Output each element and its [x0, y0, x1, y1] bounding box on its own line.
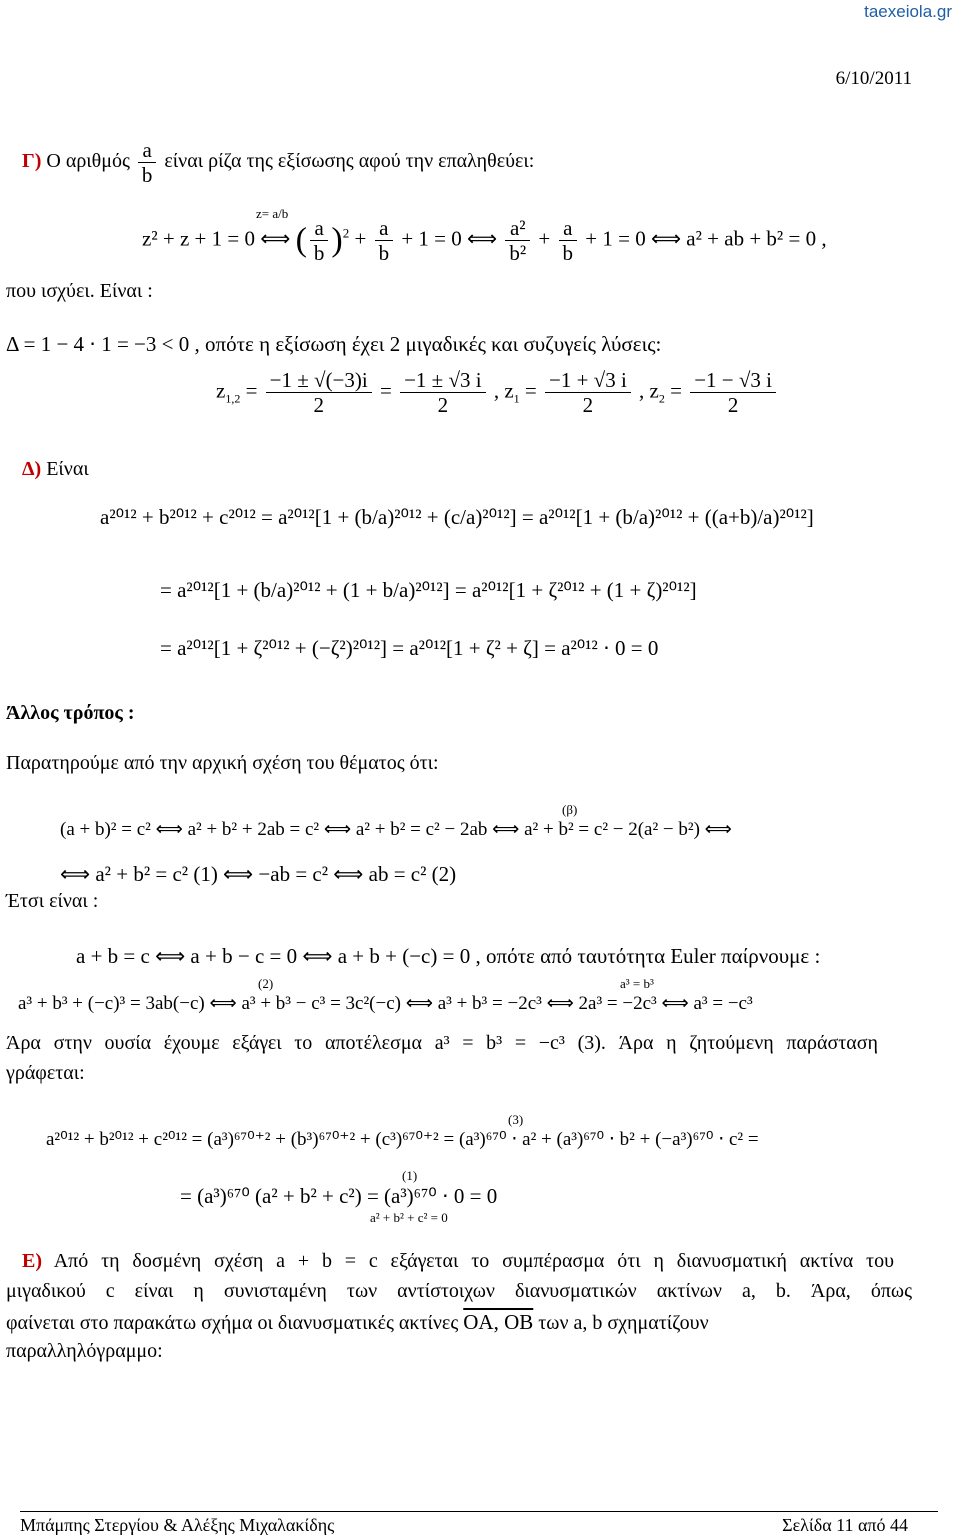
alt-eq4: a³ + b³ + (−c)³ = 3ab(−c) ⟺ a³ + b³ − c³ = 3c²(−c) ⟺ a³ + b³ = −2c³ ⟺ 2a³ = −2c³ ⟺ a³ = −c³ — [18, 993, 753, 1014]
frac-den: b — [141, 163, 153, 188]
vector-oa-ob: OA, OB — [463, 1310, 534, 1334]
mark-2: (2) — [258, 976, 274, 991]
frac-num: a — [138, 138, 157, 163]
mark-3: (3) — [508, 1112, 524, 1127]
where-text: που ισχύει. Είναι : — [6, 280, 153, 302]
mark-beta: (β) — [562, 802, 578, 817]
eq-part1: z² + z + 1 = 0 ⟺ — [142, 226, 291, 251]
section-e-label: Ε) — [22, 1250, 42, 1272]
section-g-intro — [22, 138, 534, 187]
conclusion-text: Άρα στην ουσία έχουμε εξάγει το αποτέλεσμα a³ = b³ = −c³ (3). Άρα η ζητούμενη παράσταση — [6, 1032, 878, 1054]
frac-root-2: $\frac{-1 \pm √3 i}{2}$ — [400, 368, 485, 417]
footer-divider — [20, 1511, 938, 1512]
substitution-label: z= a/b — [256, 206, 289, 221]
alt-eq6: = (a³)⁶⁷⁰ (a² + b² + c²) = (a³)⁶⁷⁰ ⋅ 0 = 0 — [180, 1184, 498, 1208]
frac-a-b-1: $\frac{a}{b}$ — [310, 216, 329, 265]
alt-eq3: a + b = c ⟺ a + b − c = 0 ⟺ a + b + (−c) = 0 , οπότε από ταυτότητα Euler παίρνουμε : — [76, 944, 821, 968]
section-g-text2: είναι ρίζα της εξίσωσης αφού την επαληθεύει: — [164, 150, 535, 173]
alt-eq1: (a + b)² = c² ⟺ a² + b² + 2ab = c² ⟺ a² + b² = c² − 2ab ⟺ a² + b² = c² − 2(a² − b²) ⟺ — [60, 819, 732, 840]
alt-eq2: ⟺ a² + b² = c² (1) ⟺ −ab = c² ⟺ ab = c² (2) — [60, 862, 457, 886]
section-e-line4: παραλληλόγραμμο: — [6, 1340, 163, 1362]
frac-a-b-2: $\frac{a}{b}$ — [375, 216, 394, 265]
section-d-line1: a²⁰¹² + b²⁰¹² + c²⁰¹² = a²⁰¹²[1 + (b/a)²⁰¹² + (c/a)²⁰¹²] = a²⁰¹²[1 + (b/a)²⁰¹² + ((a+b)/a)²⁰¹²] — [100, 505, 814, 529]
footer-page: Σελίδα 11 από 44 — [782, 1515, 908, 1535]
eq-part2: ⟺ a² + ab + b² = 0 , — [650, 226, 827, 251]
site-link[interactable]: taexeiola.gr — [864, 2, 952, 21]
frac-a2-b2: $\frac{\text{a²}}{\text{b²}}$ — [505, 216, 530, 265]
roots-equation: $z_{1,2}$ = $\frac{-1 \pm √(-3)i}{2}$ = $\frac{-1 \pm √3 i}{2}$ , $z_1$ = $\frac{-1 + √3 i}{2}$ , $z_2$ = $\frac{-1 - √3 i}{2}$ — [216, 368, 779, 417]
section-d-line3: = a²⁰¹²[1 + ζ²⁰¹² + (−ζ²)²⁰¹²] = a²⁰¹²[1 + ζ² + ζ] = a²⁰¹² ⋅ 0 = 0 — [160, 636, 659, 660]
footer-authors: Μπάμπης Στεργίου & Αλέξης Μιχαλακίδης — [20, 1515, 335, 1535]
mark-a3-b3: a³ = b³ — [620, 976, 654, 991]
etsi-text: Έτσι είναι : — [6, 890, 99, 912]
alt-intro: Παρατηρούμε από την αρχική σχέση του θέματος ότι: — [6, 752, 439, 774]
fraction-a-over-b — [138, 138, 157, 187]
section-e-line3: φαίνεται στο παρακάτω σχήμα οι διανυσματικές ακτίνες OA, OB των a, b σχηματίζουν — [6, 1310, 709, 1334]
delta-line: Δ = 1 − 4 ⋅ 1 = −3 < 0 , οπότε η εξίσωση έχει 2 μιγαδικές και συζυγείς λύσεις: — [6, 332, 662, 356]
mark-1: (1) — [402, 1168, 418, 1183]
grafetai-text: γράφεται: — [6, 1062, 85, 1084]
frac-root-z1: $\frac{-1 + √3 i}{2}$ — [545, 368, 631, 417]
section-e-line1: Ε) Από τη δοσμένη σχέση a + b = c εξάγεται το συμπέρασμα ότι η διανυσματική ακτίνα του — [22, 1250, 894, 1272]
section-d-label: Δ) — [22, 458, 42, 480]
alt-eq5: a²⁰¹² + b²⁰¹² + c²⁰¹² = (a³)⁶⁷⁰⁺² + (b³)⁶⁷⁰⁺² + (c³)⁶⁷⁰⁺² = (a³)⁶⁷⁰ ⋅ a² + (a³)⁶⁷⁰ ⋅ b² + (−a³)⁶⁷⁰ ⋅ c² = — [46, 1129, 759, 1150]
frac-root-1: $\frac{-1 \pm √(-3)i}{2}$ — [266, 368, 372, 417]
section-g-text: Ο αριθμός — [46, 150, 130, 173]
section-g-label: Γ) — [22, 150, 42, 173]
section-d-line2: = a²⁰¹²[1 + (b/a)²⁰¹² + (1 + b/a)²⁰¹²] = a²⁰¹²[1 + ζ²⁰¹² + (1 + ζ)²⁰¹²] — [160, 578, 697, 602]
under-eq6: a² + b² + c² = 0 — [370, 1210, 448, 1225]
frac-a-b-3: $\frac{a}{b}$ — [559, 216, 578, 265]
section-d-intro: Δ) Είναι — [22, 458, 89, 480]
equation-z-quadratic: z² + z + 1 = 0 ⟺ ( $\frac{a}{b}$ )$^2$ + $\frac{a}{b}$ + 1 = 0 ⟺ $\frac{\text{a²}}{\text{b²}}$ + $\frac{a}{b}$ + 1 = 0 ⟺ a² + ab + b² = 0 , — [142, 216, 827, 266]
section-e-line2: μιγαδικού c είναι η συνισταμένη των αντίστοιχων διανυσματικών ακτίνων a, b. Άρα, όπως — [6, 1280, 912, 1302]
alt-heading: Άλλος τρόπος : — [6, 702, 135, 724]
date: 6/10/2011 — [835, 68, 912, 89]
frac-root-z2: $\frac{-1 - √3 i}{2}$ — [690, 368, 776, 417]
